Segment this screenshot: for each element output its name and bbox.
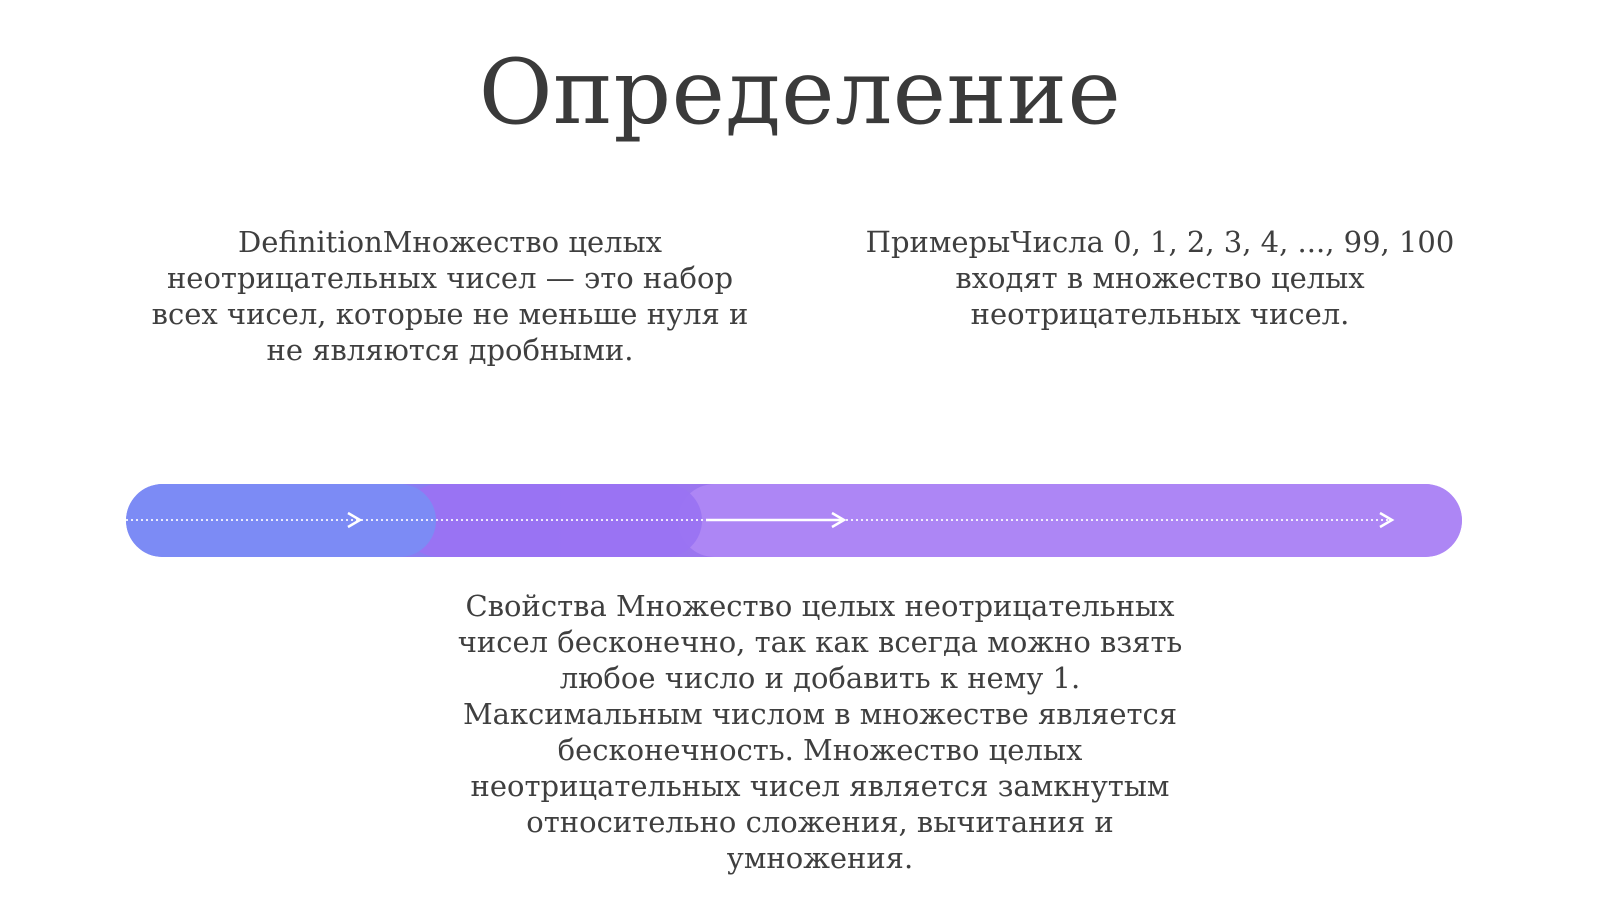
definition-block: DefinitionМножество целых неотрицательных чисел — это набор всех чисел, которые не меньше нуля и не являются дробными.: [151, 225, 749, 367]
properties-block: Свойства Множество целых неотрицательных чисел бесконечно, так как всегда можно взять любое число и добавить к нему 1. Максимальным числом в множестве является бесконечность. Множество целых неотрицательных чисел является замкнутым относительно сложения, вычитания и умножения.: [457, 589, 1183, 875]
timeline-bar: [126, 484, 1462, 557]
timeline-arrows: [126, 484, 1462, 557]
arrow-1-icon: [348, 513, 360, 527]
examples-block: ПримерыЧисла 0, 1, 2, 3, 4, ..., 99, 100 входят в множество целых неотрицательных чисел.: [865, 225, 1455, 331]
slide-title: Определение: [478, 40, 1122, 145]
